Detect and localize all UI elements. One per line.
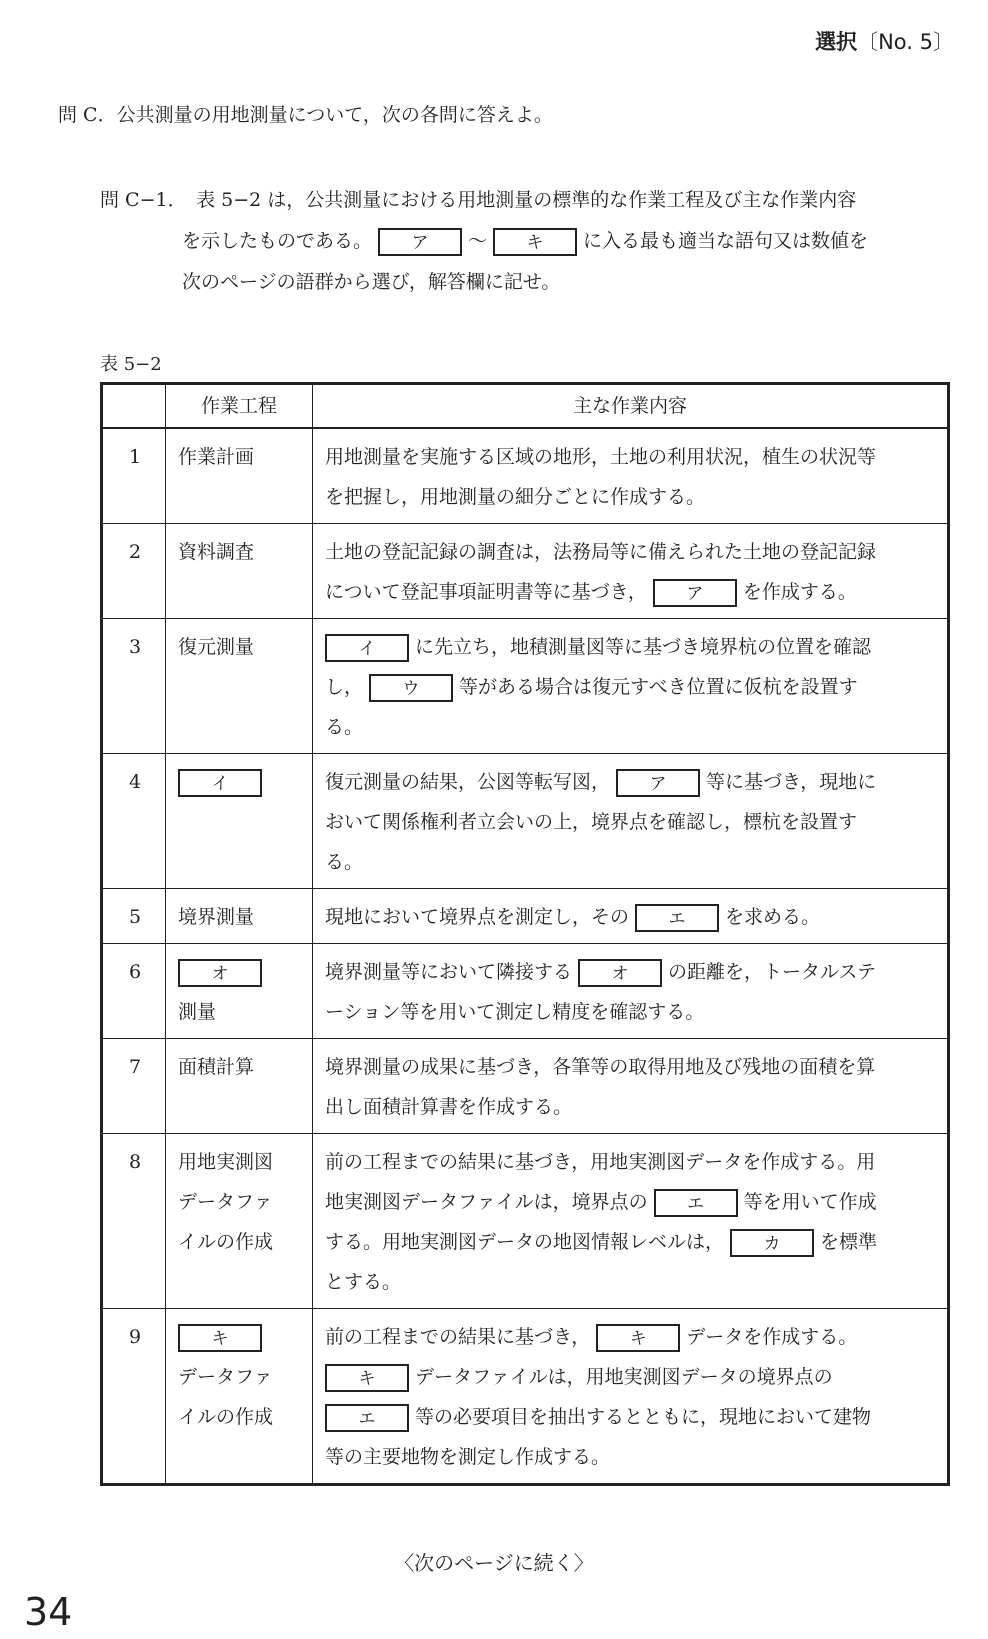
blank-box: キ <box>325 1364 409 1392</box>
step-line <box>178 952 302 992</box>
content-text: 復元測量の結果，公図等転写図， <box>325 771 611 793</box>
content-line <box>325 897 937 937</box>
blank-box: ウ <box>369 674 453 702</box>
step-line: 用地実測図 <box>178 1151 274 1173</box>
selection-label: 選択 <box>815 30 858 54</box>
content-line <box>325 952 937 992</box>
content-line: る。 <box>325 716 364 738</box>
row-content <box>313 754 949 889</box>
row-num: 9 <box>102 1309 166 1485</box>
content-text: データを作成する。 <box>686 1326 858 1348</box>
row-num: 5 <box>102 889 166 944</box>
row-num: 3 <box>102 619 166 754</box>
content-text: 地実測図データファイルは，境界点の <box>325 1191 648 1213</box>
question-main: 問 C．公共測量の用地測量について，次の各問に答えよ。 <box>58 104 553 126</box>
header-num <box>102 384 166 429</box>
row-content <box>313 619 949 754</box>
row-step: 境界測量 <box>166 889 313 944</box>
step-line: 測量 <box>178 1001 217 1023</box>
content-line <box>325 1357 937 1397</box>
question-sub-text1: 表 5−2 は，公共測量における用地測量の標準的な作業工程及び主な作業内容 <box>196 189 857 211</box>
content-text: 現地において境界点を測定し，その <box>325 906 630 928</box>
content-text: を標準 <box>820 1231 878 1253</box>
blank-box: ア <box>616 769 700 797</box>
page-number: 34 <box>24 1590 73 1634</box>
content-line <box>325 1182 937 1222</box>
table-row <box>102 1134 949 1309</box>
selection-tag <box>815 26 954 56</box>
content-text: し， <box>325 676 364 698</box>
table-header-row <box>102 384 949 429</box>
step-line: データファ <box>178 1191 273 1213</box>
row-step: 資料調査 <box>166 524 313 619</box>
continue-next-page: 〈次のページに続く〉 <box>394 1551 594 1575</box>
row-content <box>313 1309 949 1485</box>
blank-box: キ <box>493 228 577 256</box>
step-line: データファ <box>178 1366 273 1388</box>
table-row <box>102 944 949 1039</box>
content-line: おいて関係権利者立会いの上，境界点を確認し，標杭を設置す <box>325 811 858 833</box>
selection-number: 〔No. 5〕 <box>857 30 954 54</box>
row-step: 作業計画 <box>166 428 313 524</box>
content-text: 等に基づき，現地に <box>706 771 877 793</box>
step-line: イルの作成 <box>178 1231 274 1253</box>
blank-box: イ <box>178 769 262 797</box>
content-line: 用地測量を実施する区域の地形，土地の利用状況，植生の状況等 <box>325 446 877 468</box>
step-line <box>178 1317 302 1357</box>
content-line: 等の主要地物を測定し作成する。 <box>325 1446 611 1468</box>
content-text: 境界測量等において隣接する <box>325 961 573 983</box>
row-content <box>313 428 949 524</box>
row-content <box>313 1039 949 1134</box>
content-line: を把握し，用地測量の細分ごとに作成する。 <box>325 486 706 508</box>
blank-box: ア <box>378 228 462 256</box>
header-content: 主な作業内容 <box>313 384 949 429</box>
content-text: を求める。 <box>725 906 821 928</box>
table-row <box>102 1309 949 1485</box>
content-text: 等を用いて作成 <box>743 1191 877 1213</box>
table-row <box>102 754 949 889</box>
row-content <box>313 944 949 1039</box>
content-text: について登記事項証明書等に基づき， <box>325 581 647 603</box>
question-sub-line1 <box>100 180 950 221</box>
question-sub-line3: 次のページの語群から選び，解答欄に記せ。 <box>182 271 561 293</box>
content-line: 土地の登記記録の調査は，法務局等に備えられた土地の登記記録 <box>325 541 877 563</box>
content-line <box>325 1317 937 1357</box>
table-row <box>102 428 949 524</box>
row-step <box>166 754 313 889</box>
row-step: 復元測量 <box>166 619 313 754</box>
row-content <box>313 889 949 944</box>
table-row <box>102 524 949 619</box>
content-line <box>325 572 937 612</box>
row-step <box>166 1134 313 1309</box>
content-line: 境界測量の成果に基づき，各筆等の取得用地及び残地の面積を算 <box>325 1056 876 1078</box>
question-sub-line2 <box>100 221 950 262</box>
blank-box: オ <box>178 959 262 987</box>
header-step: 作業工程 <box>166 384 313 429</box>
tilde: 〜 <box>468 230 488 252</box>
row-step <box>166 1309 313 1485</box>
content-text: する。用地実測図データの地図情報レベルは， <box>325 1231 725 1253</box>
content-line: 前の工程までの結果に基づき，用地実測図データを作成する。用 <box>325 1151 876 1173</box>
content-text: 等がある場合は復元すべき位置に仮杭を設置す <box>459 676 858 698</box>
blank-box: キ <box>596 1324 680 1352</box>
content-line <box>325 1397 937 1437</box>
step-line: イルの作成 <box>178 1406 274 1428</box>
table-row <box>102 1039 949 1134</box>
question-sub-text2b: に入る最も適当な語句又は数値を <box>583 230 869 252</box>
blank-box: エ <box>654 1189 738 1217</box>
content-line: ーション等を用いて測定し精度を確認する。 <box>325 1001 705 1023</box>
content-text: データファイルは，用地実測図データの境界点の <box>415 1366 833 1388</box>
content-line <box>325 762 937 802</box>
blank-box: エ <box>635 904 719 932</box>
blank-box: キ <box>178 1324 262 1352</box>
content-line: とする。 <box>325 1271 402 1293</box>
question-sub-text2a: を示したものである。 <box>182 230 373 252</box>
content-line: る。 <box>325 851 364 873</box>
content-line <box>325 1222 937 1262</box>
blank-box: ア <box>653 579 737 607</box>
blank-box: オ <box>578 959 662 987</box>
row-num: 4 <box>102 754 166 889</box>
blank-box: エ <box>325 1404 409 1432</box>
question-sub <box>100 180 950 303</box>
content-line <box>325 667 937 707</box>
content-line: 出し面積計算書を作成する。 <box>325 1096 573 1118</box>
row-num: 2 <box>102 524 166 619</box>
content-text: を作成する。 <box>742 581 857 603</box>
content-text: 等の必要項目を抽出するとともに，現地において建物 <box>415 1406 872 1428</box>
blank-box: イ <box>325 634 409 662</box>
row-content <box>313 1134 949 1309</box>
table-row <box>102 619 949 754</box>
row-content <box>313 524 949 619</box>
row-num: 1 <box>102 428 166 524</box>
content-text: の距離を，トータルステ <box>668 961 877 983</box>
content-text: に先立ち，地積測量図等に基づき境界杭の位置を確認 <box>415 636 872 658</box>
row-num: 6 <box>102 944 166 1039</box>
row-num: 8 <box>102 1134 166 1309</box>
table-row <box>102 889 949 944</box>
row-step <box>166 944 313 1039</box>
row-num: 7 <box>102 1039 166 1134</box>
question-sub-number: 問 C−1． <box>100 189 178 211</box>
work-process-table <box>100 382 950 1486</box>
content-line <box>325 627 937 667</box>
row-step: 面積計算 <box>166 1039 313 1134</box>
table-caption: 表 5−2 <box>100 354 162 375</box>
content-text: 前の工程までの結果に基づき， <box>325 1326 591 1348</box>
blank-box: カ <box>730 1229 814 1257</box>
